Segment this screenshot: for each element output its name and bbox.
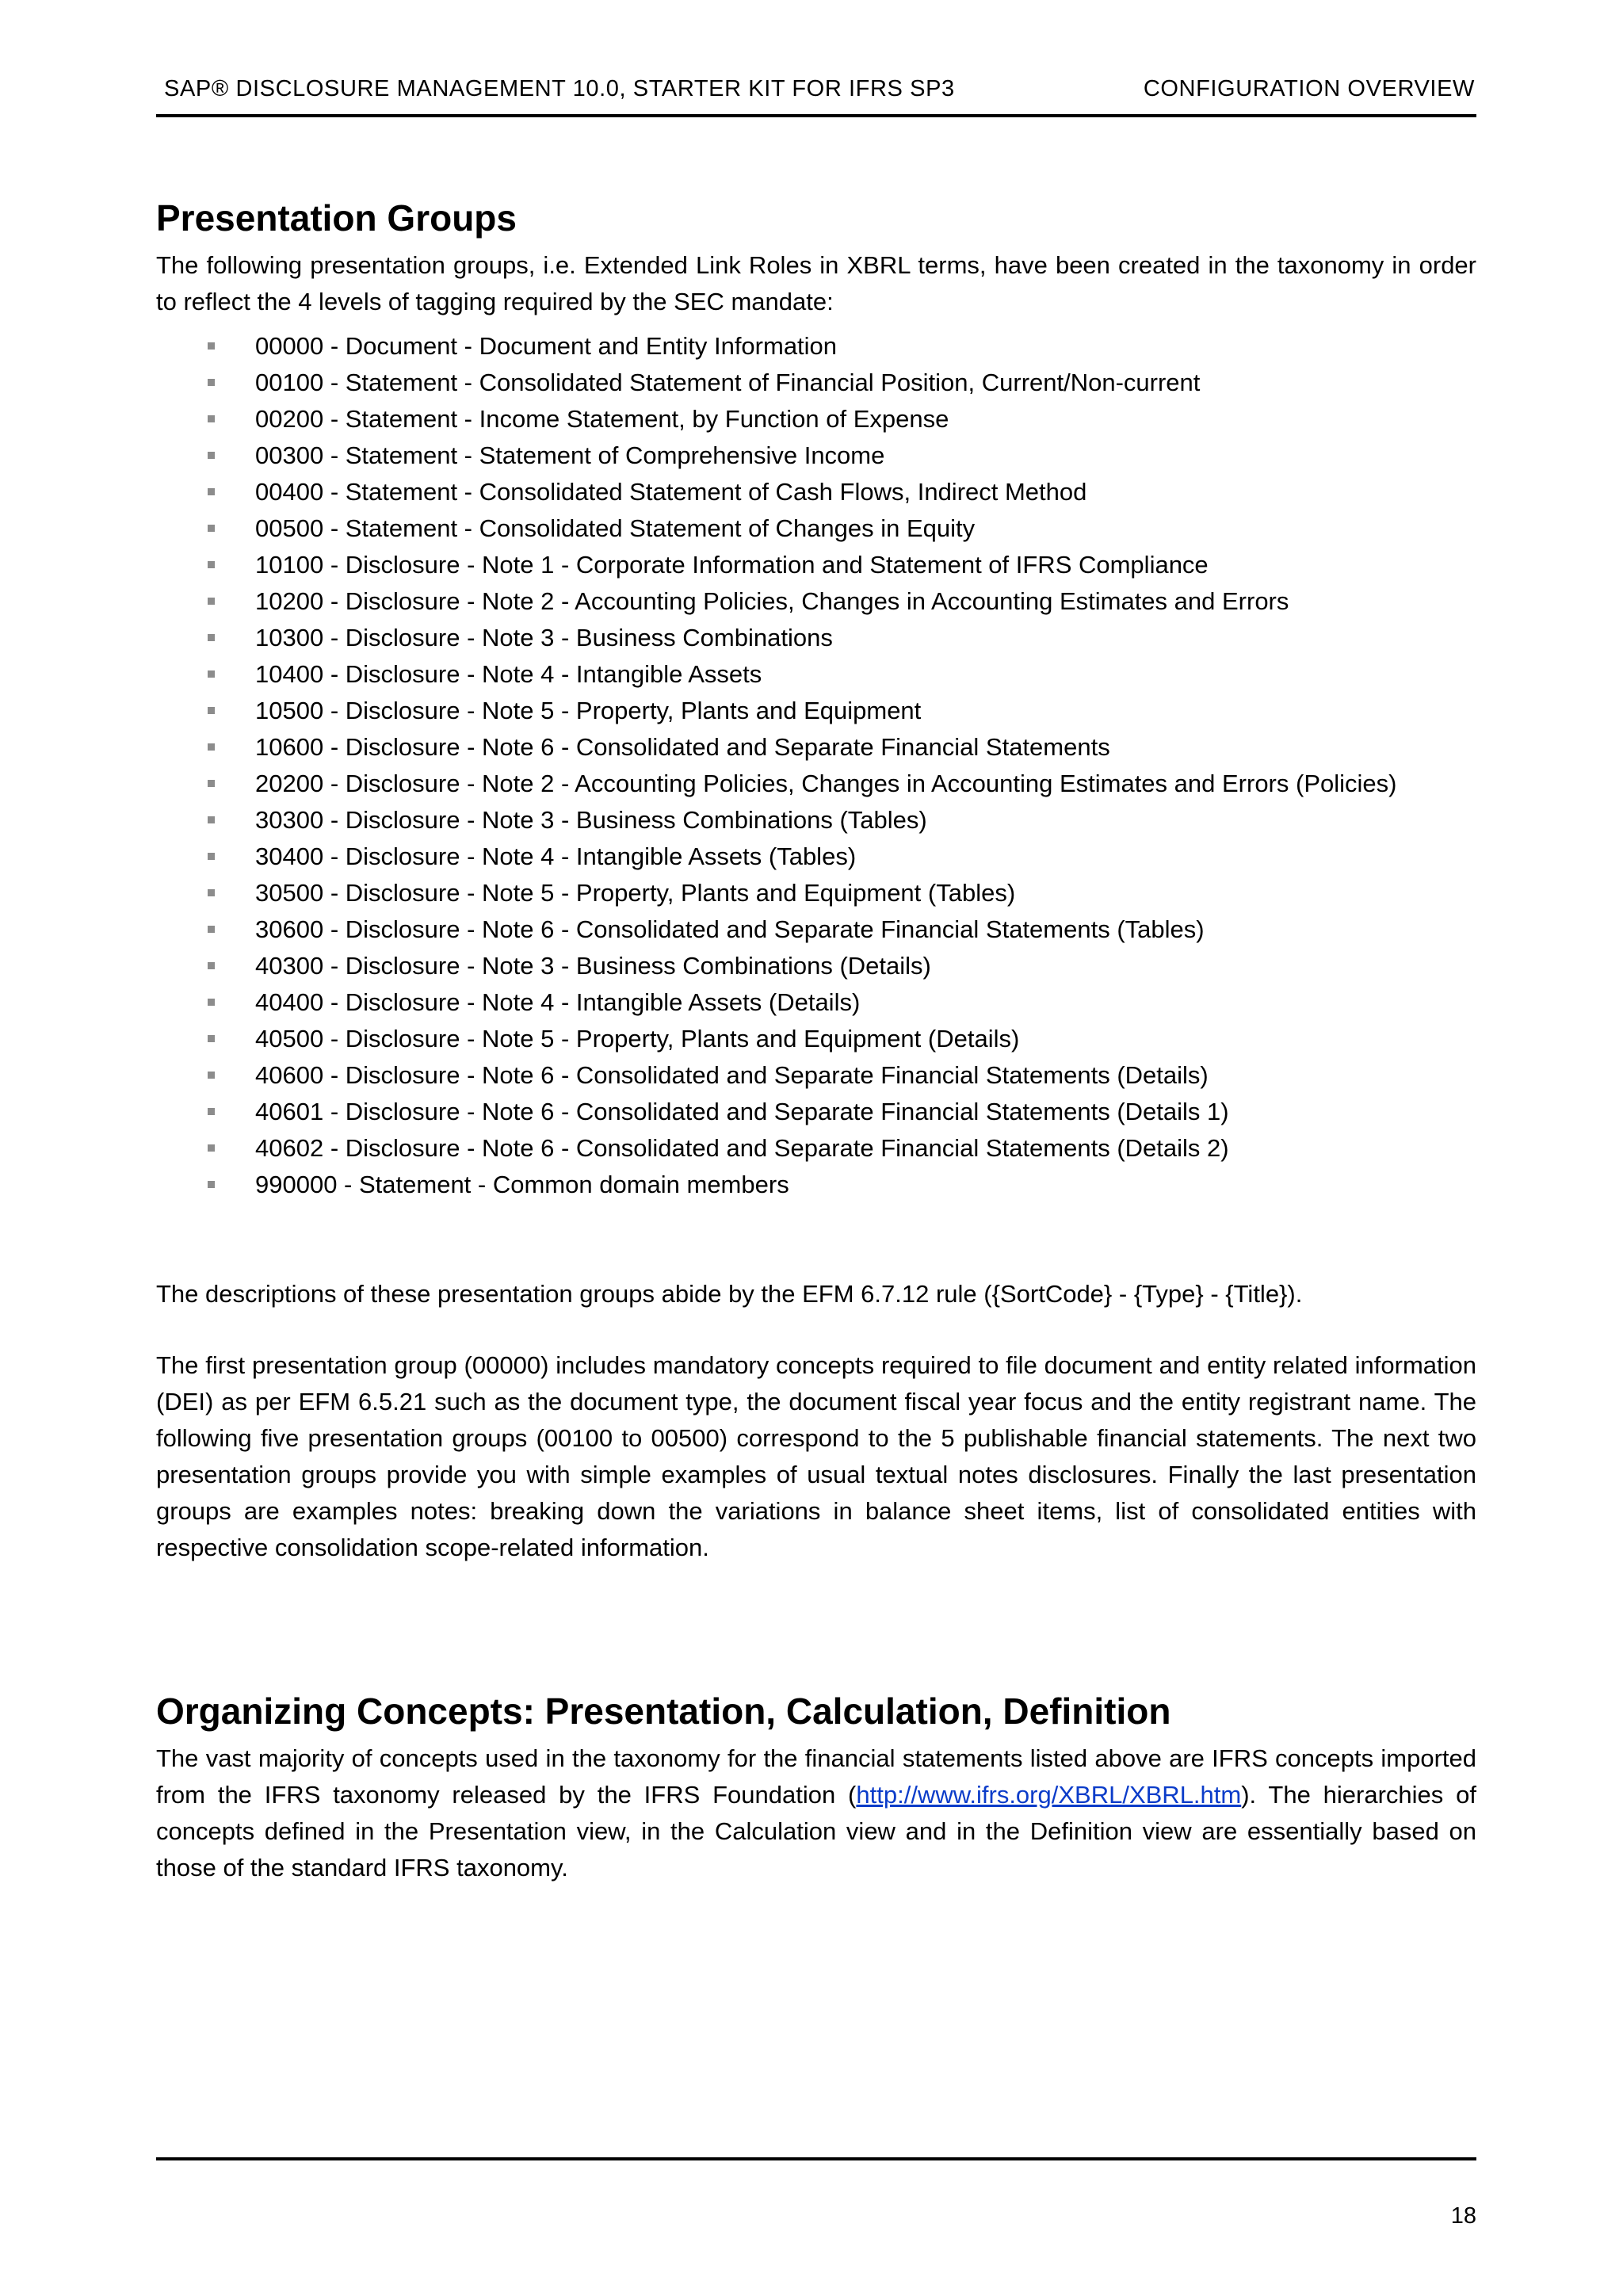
organizing-text-after-link: ). The hierarchies of concepts defined in the Presentation view, in the Calculation view and in the Definition view are essentially based on those of the standard IFRS taxonomy. <box>156 1781 1476 1881</box>
list-item-text: 00400 - Statement - Consolidated Statement of Cash Flows, Indirect Method <box>255 478 1087 506</box>
list-item-text: 00200 - Statement - Income Statement, by Function of Expense <box>255 405 949 433</box>
list-item-text: 20200 - Disclosure - Note 2 - Accounting Policies, Changes in Accounting Estimates and Errors (Policies) <box>255 770 1397 797</box>
square-bullet-icon <box>208 780 215 787</box>
list-item <box>156 693 1476 729</box>
square-bullet-icon <box>208 415 215 422</box>
list-item-text: 00000 - Document - Document and Entity Information <box>255 332 838 360</box>
square-bullet-icon <box>208 634 215 641</box>
square-bullet-icon <box>208 853 215 860</box>
list-item-text: 10300 - Disclosure - Note 3 - Business Combinations <box>255 624 833 651</box>
rule-paragraph: The descriptions of these presentation groups abide by the EFM 6.7.12 rule ({SortCode} - {Type} - {Title}). <box>156 1280 1303 1308</box>
section-heading-organizing-concepts: Organizing Concepts: Presentation, Calculation, Definition <box>156 1690 1171 1732</box>
list-item-text: 10200 - Disclosure - Note 2 - Accounting Policies, Changes in Accounting Estimates and Errors <box>255 587 1289 615</box>
list-item <box>156 875 1476 911</box>
square-bullet-icon <box>208 342 215 350</box>
list-item-text: 30500 - Disclosure - Note 5 - Property, Plants and Equipment (Tables) <box>255 879 1016 907</box>
body-paragraph: The first presentation group (00000) includes mandatory concepts required to file document and entity related information (DEI) as per EFM 6.5.21 such as the document type, the document fiscal year focus and the entity registrant name. The following five presentation groups (00100 to 00500) correspond to the 5 publishable financial statements. The next two presentation groups provide you with simple examples of usual textual notes disclosures. Finally the last presentation groups are examples notes: breaking down the variations in balance sheet items, list of consolidated entities with respective consolidation scope-related information. <box>156 1351 1476 1561</box>
list-item-text: 30600 - Disclosure - Note 6 - Consolidated and Separate Financial Statements (Tables) <box>255 915 1205 943</box>
list-item-text: 00100 - Statement - Consolidated Statement of Financial Position, Current/Non-current <box>255 369 1201 396</box>
page-content <box>156 189 1476 1886</box>
list-item <box>156 437 1476 474</box>
square-bullet-icon <box>208 525 215 532</box>
ifrs-xbrl-link[interactable]: http://www.ifrs.org/XBRL/XBRL.htm <box>856 1781 1242 1809</box>
intro-paragraph: The following presentation groups, i.e. Extended Link Roles in XBRL terms, have been created in the taxonomy in order to reflect the 4 levels of tagging required by the SEC mandate: <box>156 251 1476 315</box>
list-item <box>156 547 1476 583</box>
list-item-text: 40400 - Disclosure - Note 4 - Intangible Assets (Details) <box>255 988 861 1016</box>
list-item <box>156 1021 1476 1057</box>
list-item <box>156 766 1476 802</box>
list-item-text: 30400 - Disclosure - Note 4 - Intangible Assets (Tables) <box>255 842 857 870</box>
list-item-text: 40300 - Disclosure - Note 3 - Business Combinations (Details) <box>255 952 931 980</box>
list-item-text: 40600 - Disclosure - Note 6 - Consolidated and Separate Financial Statements (Details) <box>255 1061 1209 1089</box>
square-bullet-icon <box>208 816 215 823</box>
list-item <box>156 911 1476 948</box>
list-item <box>156 984 1476 1021</box>
list-item-text: 30300 - Disclosure - Note 3 - Business Combinations (Tables) <box>255 806 927 834</box>
section-heading-presentation-groups: Presentation Groups <box>156 197 517 239</box>
square-bullet-icon <box>208 598 215 605</box>
list-item <box>156 1094 1476 1130</box>
list-item <box>156 1057 1476 1094</box>
presentation-groups-list <box>156 328 1476 1203</box>
list-item <box>156 365 1476 401</box>
page-header <box>156 76 1476 117</box>
list-item-text: 40602 - Disclosure - Note 6 - Consolidated and Separate Financial Statements (Details 2) <box>255 1134 1229 1162</box>
square-bullet-icon <box>208 561 215 568</box>
square-bullet-icon <box>208 999 215 1006</box>
square-bullet-icon <box>208 889 215 896</box>
square-bullet-icon <box>208 1144 215 1152</box>
list-item <box>156 510 1476 547</box>
organizing-text-before-link: The vast majority of concepts used in the taxonomy for the financial statements listed above are IFRS concepts imported from the IFRS taxonomy released by the IFRS Foundation ( <box>156 1744 1476 1809</box>
list-item <box>156 620 1476 656</box>
list-item-text: 40500 - Disclosure - Note 5 - Property, Plants and Equipment (Details) <box>255 1025 1020 1052</box>
list-item-text: 10100 - Disclosure - Note 1 - Corporate Information and Statement of IFRS Compliance <box>255 551 1209 579</box>
list-item-text: 00500 - Statement - Consolidated Statement of Changes in Equity <box>255 514 976 542</box>
list-item <box>156 729 1476 766</box>
square-bullet-icon <box>208 962 215 969</box>
list-item-text: 40601 - Disclosure - Note 6 - Consolidated and Separate Financial Statements (Details 1) <box>255 1098 1229 1125</box>
square-bullet-icon <box>208 707 215 714</box>
list-item-text: 10400 - Disclosure - Note 4 - Intangible Assets <box>255 660 762 688</box>
page-number: 18 <box>1450 2203 1476 2229</box>
square-bullet-icon <box>208 1072 215 1079</box>
list-item <box>156 1167 1476 1203</box>
list-item-text: 10600 - Disclosure - Note 6 - Consolidated and Separate Financial Statements <box>255 733 1110 761</box>
square-bullet-icon <box>208 1181 215 1188</box>
list-item-text: 00300 - Statement - Statement of Comprehensive Income <box>255 441 885 469</box>
list-item <box>156 948 1476 984</box>
square-bullet-icon <box>208 1108 215 1115</box>
square-bullet-icon <box>208 670 215 678</box>
square-bullet-icon <box>208 1035 215 1042</box>
list-item-text: 990000 - Statement - Common domain members <box>255 1171 789 1198</box>
list-item <box>156 1130 1476 1167</box>
list-item <box>156 656 1476 693</box>
organizing-concepts-paragraph <box>156 1740 1476 1886</box>
list-item <box>156 401 1476 437</box>
list-item-text: 10500 - Disclosure - Note 5 - Property, Plants and Equipment <box>255 697 922 724</box>
square-bullet-icon <box>208 452 215 459</box>
header-document-title: SAP® DISCLOSURE MANAGEMENT 10.0, STARTER KIT FOR IFRS SP3 <box>164 76 955 101</box>
header-section-title: CONFIGURATION OVERVIEW <box>1143 76 1475 101</box>
square-bullet-icon <box>208 488 215 495</box>
footer-rule <box>156 2157 1476 2160</box>
square-bullet-icon <box>208 743 215 751</box>
square-bullet-icon <box>208 926 215 933</box>
list-item <box>156 328 1476 365</box>
square-bullet-icon <box>208 379 215 386</box>
list-item <box>156 474 1476 510</box>
list-item <box>156 583 1476 620</box>
list-item <box>156 802 1476 839</box>
list-item <box>156 839 1476 875</box>
